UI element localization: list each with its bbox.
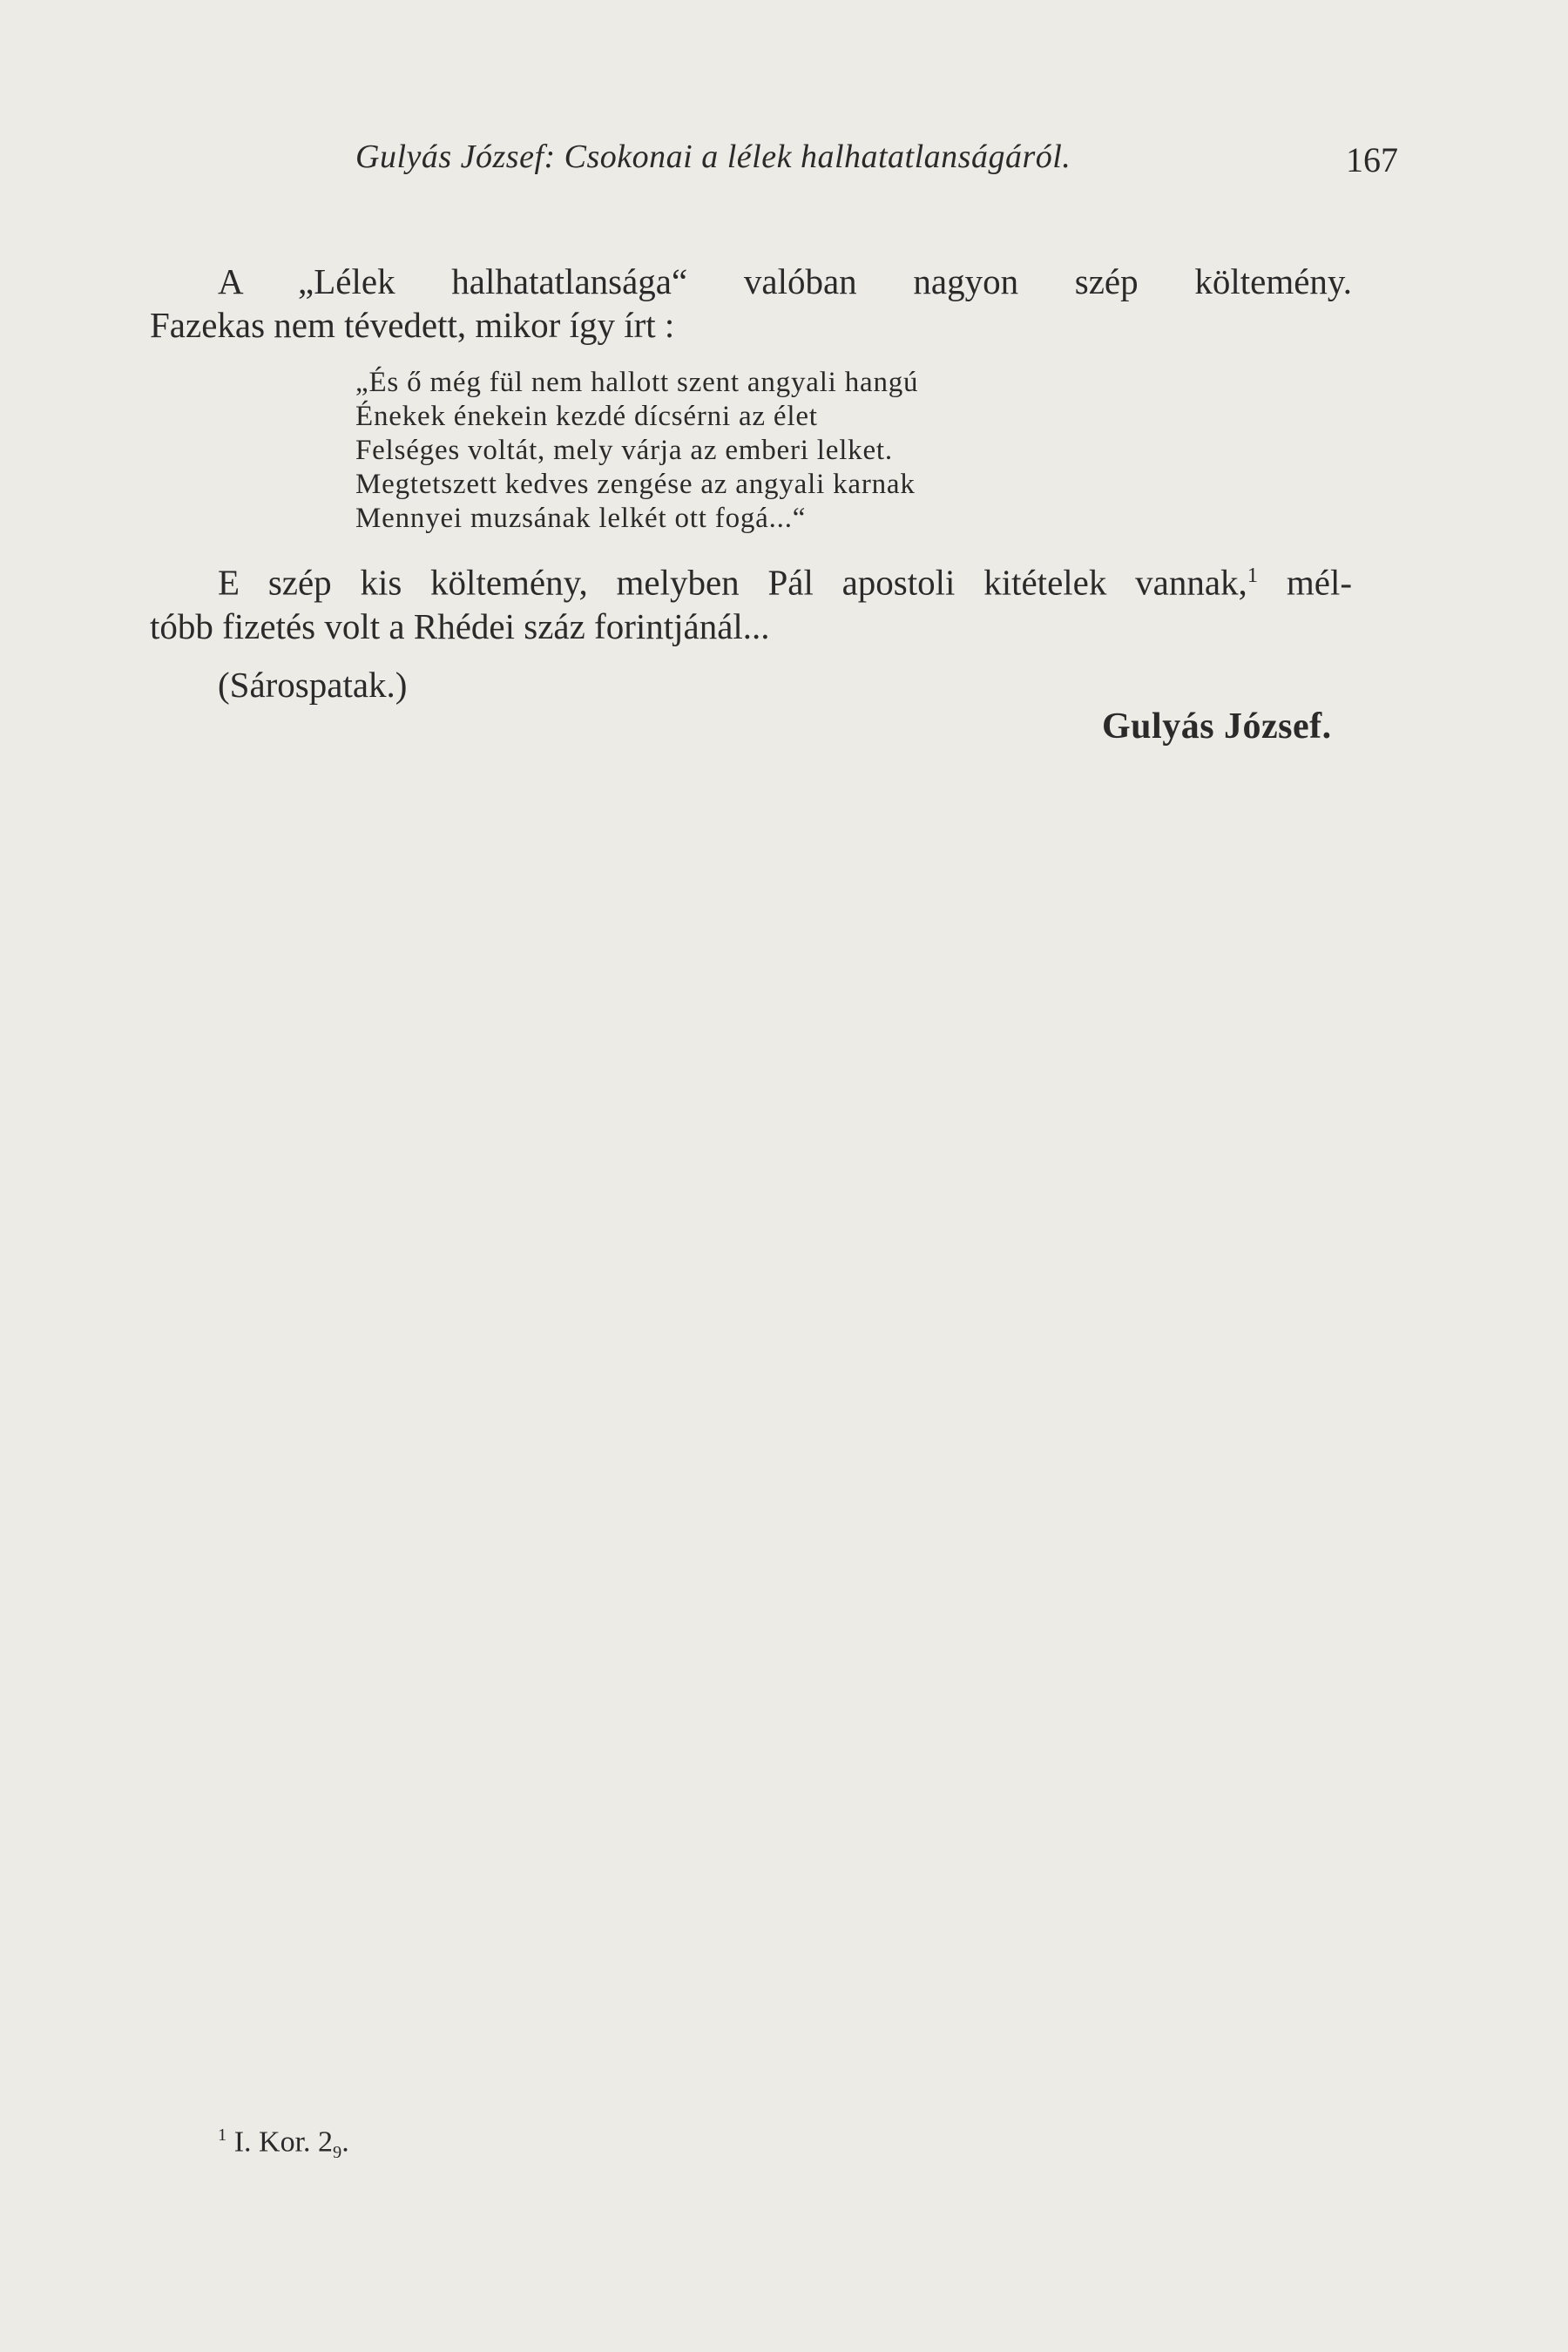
paragraph-conclusion xyxy=(150,554,1352,648)
paragraph-text: E szép kis költemény, melyben Pál apostoli kitételek vannak, xyxy=(218,562,1247,603)
paragraph-line: Fazekas nem tévedett, mikor így írt : xyxy=(150,305,675,345)
footnote-end: . xyxy=(341,2126,349,2159)
paragraph-intro xyxy=(150,260,1352,347)
poem-quote xyxy=(355,366,918,536)
running-title: Gulyás József: Csokonai a lélek halhatatlanságáról. xyxy=(355,139,1071,175)
poem-line: „És ő még fül nem hallott szent angyali hangú xyxy=(355,367,919,398)
footnote-text: I. Kor. 2 xyxy=(226,2126,334,2159)
place-of-writing: (Sárospatak.) xyxy=(218,665,408,705)
author-signature: Gulyás József. xyxy=(1102,706,1332,747)
paragraph-line: tóbb fizetés volt a Rhédei száz forintjánál... xyxy=(150,605,770,646)
footnote-subscript: 9 xyxy=(333,2143,342,2163)
poem-line: Megtetszett kedves zengése az angyali karnak xyxy=(355,469,916,500)
paragraph-line xyxy=(150,554,1352,605)
paragraph-line: A „Lélek halhatatlansága“ valóban nagyon szép költemény. xyxy=(218,261,1352,301)
paragraph-text: mél- xyxy=(1258,562,1352,603)
footnote-reference: 1 xyxy=(1247,564,1259,587)
poem-line: Felséges voltát, mely várja az emberi lelket. xyxy=(355,435,893,466)
page-number: 167 xyxy=(1346,140,1398,179)
footnote-mark: 1 xyxy=(218,2126,227,2145)
footnote xyxy=(218,2126,349,2163)
poem-line: Énekek énekein kezdé dícsérni az élet xyxy=(355,401,818,432)
poem-line: Mennyei muzsának lelkét ott fogá...“ xyxy=(355,503,807,534)
